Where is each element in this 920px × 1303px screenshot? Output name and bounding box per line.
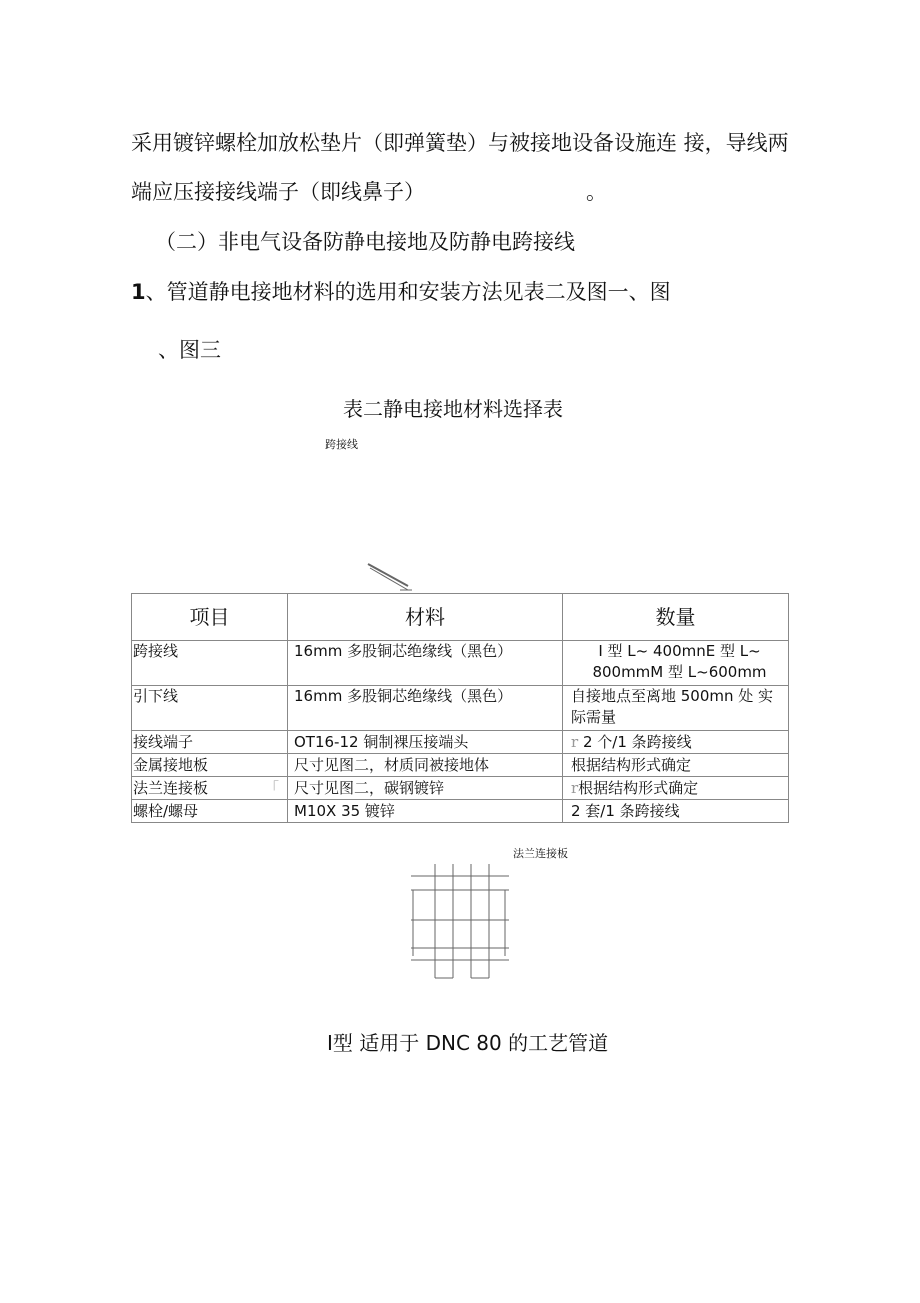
item-text: 法兰连接板 [133,779,209,797]
header-item: 项目 [132,594,288,641]
header-quantity: 数量 [563,594,789,641]
cell-material: 16mm 多股铜芯绝缘线（黑色） [288,641,563,686]
paragraph-line-2 [131,178,607,206]
table-row [132,754,789,777]
cell-quantity [563,731,789,754]
cell-item: 螺栓/螺母 [132,800,288,823]
figure-caption: I型 适用于 DNC 80 的工艺管道 [327,1031,609,1055]
cell-item: 引下线 [132,686,288,731]
quantity-line-1: 自接地点至离地 500mn 处 实 [571,687,774,705]
cell-material: 尺寸见图二，碳钢镀锌 [288,777,563,800]
cell-material: 16mm 多股铜芯绝缘线（黑色） [288,686,563,731]
header-material: 材料 [288,594,563,641]
table-title: 表二静电接地材料选择表 [343,397,563,421]
list-item-number: 1 [131,280,146,304]
table-row [132,641,789,686]
quantity-text: 2 个/1 条跨接线 [582,733,692,751]
cell-material: 尺寸见图二，材质同被接地体 [288,754,563,777]
table-header-row [132,594,789,641]
list-item-1 [131,278,671,306]
quantity-line-1: I 型 L~ 400mnE 型 L~ [598,642,761,660]
paragraph-period: 。 [586,180,607,204]
cell-item: 接线端子 [132,731,288,754]
table-row [132,777,789,800]
quantity-line-2: 800mmM 型 L~600mm [592,663,767,681]
cell-material: M10X 35 镀锌 [288,800,563,823]
materials-table [131,593,789,823]
list-item-1-continued: 、图三 [158,338,221,362]
cell-quantity: 2 套/1 条跨接线 [563,800,789,823]
table-row [132,686,789,731]
paragraph-line-2-text: 端应压接接线端子（即线鼻子） [131,180,425,204]
cell-item [132,777,288,800]
quantity-line-2: 际需量 [571,708,617,726]
quantity-mark: r [571,733,579,751]
paragraph-line-1: 采用镀锌螺栓加放松垫片（即弹簧垫）与被接地设备设施连 接，导线两 [131,131,789,155]
table-row [132,800,789,823]
cell-quantity [563,777,789,800]
flange-plate-drawing [405,860,515,985]
quantity-text: 根据结构形式确定 [578,779,699,797]
cell-quantity [563,686,789,731]
cell-quantity [563,641,789,686]
jumper-line-drawing [360,560,420,596]
list-item-text: 、管道静电接地材料的选用和安装方法见表二及图一、图 [145,280,671,304]
quantity-mark: r [571,779,579,797]
cell-quantity: 根据结构形式确定 [563,754,789,777]
item-mark: 「 [263,779,279,797]
table-row [132,731,789,754]
cell-material: OT16-12 铜制裸压接端头 [288,731,563,754]
jumper-label: 跨接线 [325,438,358,451]
flange-plate-label: 法兰连接板 [513,847,568,860]
cell-item: 跨接线 [132,641,288,686]
cell-item: 金属接地板 [132,754,288,777]
section-heading: （二）非电气设备防静电接地及防静电跨接线 [155,230,575,254]
